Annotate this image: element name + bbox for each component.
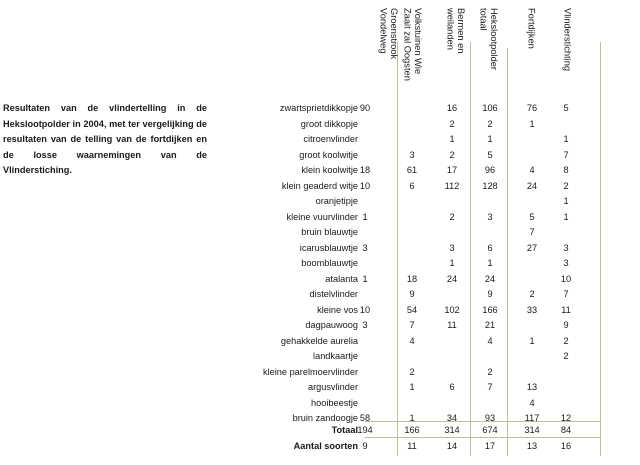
species-name: boomblauwtje <box>301 258 358 268</box>
count-cell: 7 <box>529 227 535 237</box>
totals-rule <box>365 437 601 438</box>
count-cell: 5 <box>529 211 535 222</box>
species-name: landkaartje <box>313 351 358 361</box>
species-name: groot dikkopje <box>300 118 358 129</box>
count-cell: 96 <box>484 165 496 175</box>
count-cell: 10 <box>359 304 371 315</box>
count-cell: 1 <box>362 273 368 284</box>
count-cell: 90 <box>359 103 371 113</box>
count-cell: 24 <box>484 273 496 284</box>
count-cell: 4 <box>487 335 493 346</box>
count-cell: 117 <box>524 413 540 423</box>
column-divider <box>397 42 398 456</box>
count-cell: 3 <box>362 242 368 253</box>
species-name: klein geaderd witje <box>281 180 358 191</box>
count-cell: 58 <box>359 413 371 423</box>
column-header: Bermen en weilanden <box>445 8 466 54</box>
count-cell: 7 <box>563 149 569 160</box>
count-cell: 1 <box>409 413 415 423</box>
species-name: groot koolwitje <box>299 149 358 160</box>
species-name: kleine parelmoervlinder <box>263 366 358 377</box>
count-cell: 1 <box>449 258 455 268</box>
total-cell: 13 <box>526 441 538 451</box>
count-cell: 7 <box>563 289 569 299</box>
count-cell: 11 <box>561 304 571 315</box>
count-cell: 7 <box>487 382 493 392</box>
column-divider <box>600 42 601 456</box>
table-caption: Resultaten van de vlindertelling in de Hekslootpolder in 2004, met ter vergelijking de resultaten van de telling van de fortdijken en de losse waarnemingen van de Vlinderstiching. <box>3 103 207 175</box>
total-cell: 17 <box>484 441 496 451</box>
species-name: kleine vos <box>317 304 358 315</box>
count-cell: 106 <box>482 103 498 113</box>
count-cell: 21 <box>484 320 496 330</box>
count-cell: 1 <box>449 134 455 144</box>
count-cell: 93 <box>484 413 496 423</box>
count-cell: 4 <box>409 335 415 346</box>
species-name: dagpauwoog <box>305 320 358 330</box>
count-cell: 1 <box>487 258 493 268</box>
count-cell: 1 <box>563 196 569 206</box>
species-name: bruin zandoogje <box>292 413 358 423</box>
count-cell: 12 <box>560 413 572 423</box>
count-cell: 2 <box>529 289 535 299</box>
total-cell: 166 <box>404 425 420 435</box>
count-cell: 33 <box>526 304 538 315</box>
count-cell: 10 <box>560 273 572 284</box>
count-cell: 18 <box>406 273 418 284</box>
count-cell: 34 <box>446 413 458 423</box>
species-name: bruin blauwtje <box>301 227 358 237</box>
count-cell: 112 <box>444 180 460 191</box>
species-name: icarusblauwtje <box>299 242 358 253</box>
count-cell: 2 <box>563 180 569 191</box>
count-cell: 61 <box>406 165 418 175</box>
count-cell: 1 <box>529 118 535 129</box>
total-cell: 14 <box>446 441 458 451</box>
total-cell: 314 <box>524 425 540 435</box>
count-cell: 6 <box>487 242 493 253</box>
count-cell: 27 <box>526 242 538 253</box>
count-cell: 2 <box>449 118 455 129</box>
count-cell: 3 <box>487 211 493 222</box>
count-cell: 1 <box>409 382 415 392</box>
column-divider <box>470 42 471 456</box>
count-cell: 11 <box>447 320 457 330</box>
count-cell: 1 <box>529 335 535 346</box>
count-cell: 2 <box>449 211 455 222</box>
count-cell: 2 <box>449 149 455 160</box>
count-cell: 8 <box>563 165 569 175</box>
count-cell: 4 <box>529 165 535 175</box>
count-cell: 9 <box>409 289 415 299</box>
species-name: atalanta <box>325 273 358 284</box>
count-cell: 5 <box>487 149 493 160</box>
count-cell: 3 <box>409 149 415 160</box>
count-cell: 5 <box>563 103 569 113</box>
species-name: kleine vuurvlinder <box>286 211 358 222</box>
count-cell: 2 <box>563 351 569 361</box>
count-cell: 1 <box>487 134 493 144</box>
count-cell: 18 <box>359 165 371 175</box>
count-cell: 13 <box>526 382 538 392</box>
count-cell: 1 <box>563 134 569 144</box>
count-cell: 9 <box>487 289 493 299</box>
count-cell: 2 <box>409 366 415 377</box>
count-cell: 3 <box>563 258 569 268</box>
count-cell: 166 <box>482 304 498 315</box>
species-name: klein koolwitje <box>301 165 358 175</box>
count-cell: 128 <box>482 180 498 191</box>
count-cell: 76 <box>526 103 538 113</box>
count-cell: 6 <box>449 382 455 392</box>
total-cell: 84 <box>560 425 572 435</box>
count-cell: 24 <box>446 273 458 284</box>
count-cell: 7 <box>409 320 415 330</box>
count-cell: 1 <box>563 211 569 222</box>
count-cell: 54 <box>406 304 418 315</box>
count-cell: 6 <box>409 180 415 191</box>
count-cell: 3 <box>449 242 455 253</box>
species-name: distelvlinder <box>309 289 358 299</box>
totals-row-label: Totaal <box>331 425 358 435</box>
count-cell: 2 <box>563 335 569 346</box>
column-header: Vlinderstichting <box>562 8 573 72</box>
total-cell: 194 <box>357 425 373 435</box>
column-divider <box>507 48 508 456</box>
count-cell: 2 <box>487 366 493 377</box>
count-cell: 9 <box>563 320 569 330</box>
column-header: Groenstrook Vondelweg <box>378 8 399 60</box>
total-cell: 314 <box>444 425 460 435</box>
count-cell: 1 <box>362 211 368 222</box>
column-header: Fortdijken <box>526 8 537 49</box>
species-name: argusvlinder <box>307 382 358 392</box>
column-header: Hekslootpolder totaal <box>478 8 499 71</box>
total-cell: 9 <box>362 441 368 451</box>
totals-row-label: Aantal soorten <box>293 441 358 451</box>
total-cell: 16 <box>560 441 572 451</box>
count-cell: 17 <box>446 165 458 175</box>
count-cell: 16 <box>446 103 458 113</box>
species-name: citroenvlinder <box>303 134 358 144</box>
count-cell: 2 <box>487 118 493 129</box>
count-cell: 10 <box>359 180 371 191</box>
count-cell: 24 <box>526 180 538 191</box>
count-cell: 102 <box>444 304 460 315</box>
count-cell: 3 <box>563 242 569 253</box>
species-name: oranjetipje <box>315 196 358 206</box>
count-cell: 3 <box>362 320 368 330</box>
species-name: gehakkelde aurelia <box>280 335 358 346</box>
total-cell: 674 <box>482 425 498 435</box>
species-name: zwartsprietdikkopje <box>279 103 358 113</box>
count-cell: 4 <box>529 397 535 408</box>
column-header: Volkstuinen Wie Zaait zal Oogsten <box>402 8 423 81</box>
species-name: hooibeestje <box>311 397 358 408</box>
total-cell: 11 <box>407 441 417 451</box>
